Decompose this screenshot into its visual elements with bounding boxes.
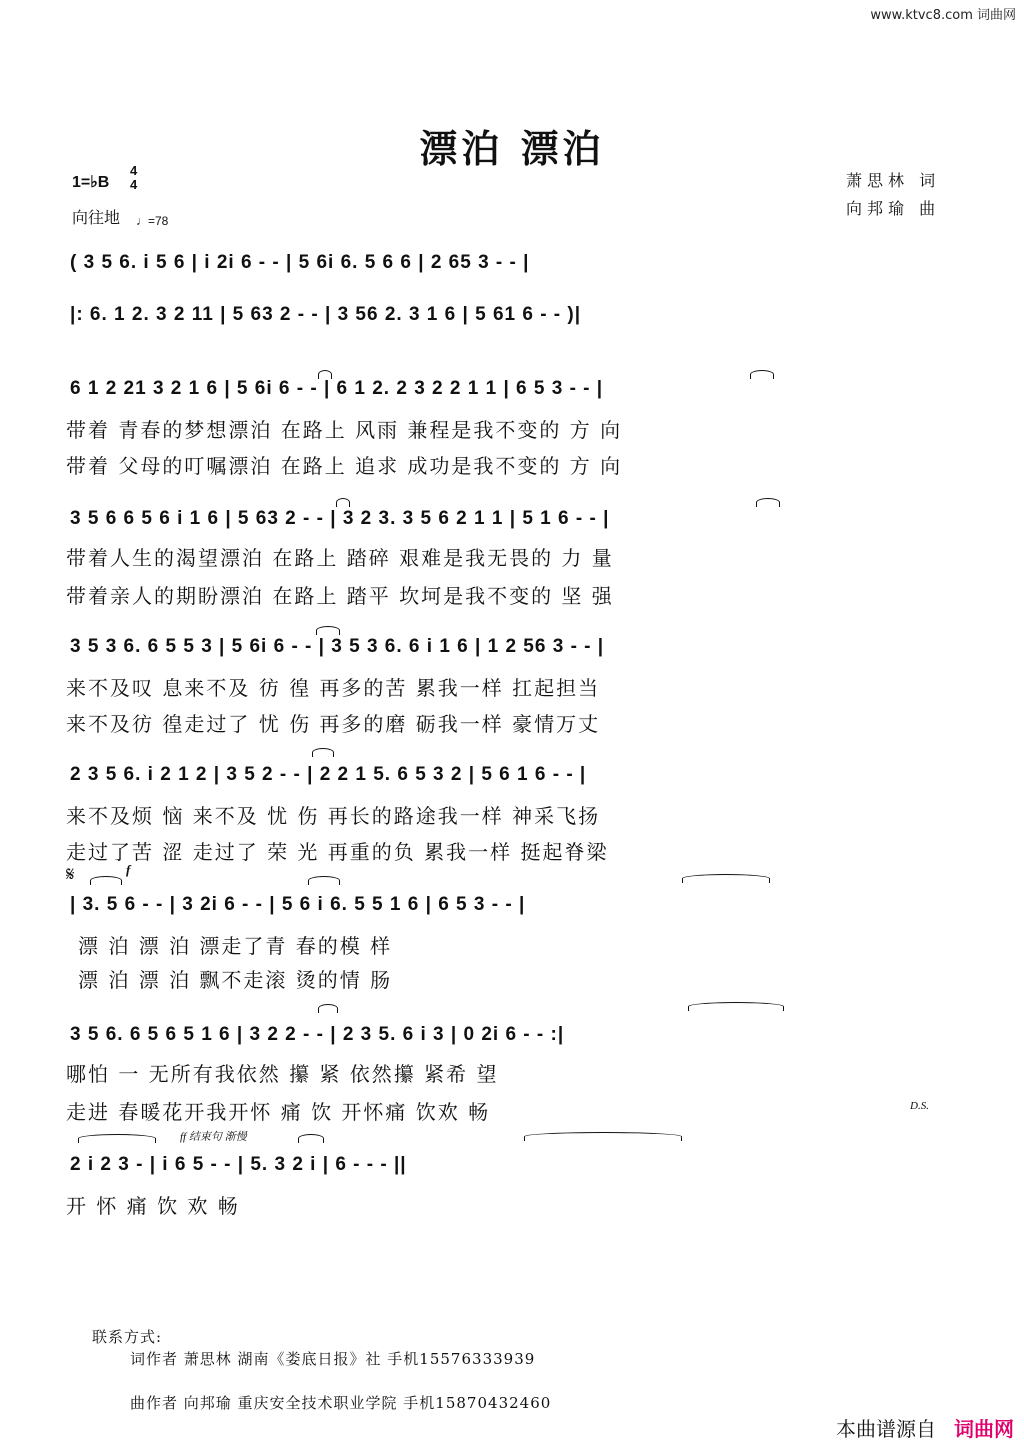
footer-brand-link[interactable]: 词曲网 [954, 1417, 1014, 1441]
key-signature: 1=♭B [72, 174, 110, 191]
dynamic-fortissimo: ff 结束句 渐慢 [180, 1131, 247, 1143]
slur-mark [316, 626, 340, 635]
footer-source-text: 本曲谱源自 [836, 1417, 936, 1441]
contact-heading: 联系方式: [92, 1328, 163, 1346]
notation-line-4: 3 5 6 6 5 6 i 1 6 | 5 63 2 - - | 3 2 3. 3 5 6 2 1 1 | 5 1 6 - - | [70, 508, 610, 529]
lyric-verse-2: 漂 泊 漂 泊 飘不走滚 烫的情 肠 [78, 968, 393, 992]
contact-composer: 曲作者 向邦瑜 重庆安全技术职业学院 手机15870432460 [130, 1394, 552, 1412]
notation-line-7: | 3. 5 6 - - | 3 2i 6 - - | 5 6 i 6. 5 5 1 6 | 6 5 3 - - | [70, 894, 526, 915]
dynamic-forte: f [126, 862, 131, 877]
notation-line-5: 3 5 3 6. 6 5 5 3 | 5 6i 6 - - | 3 5 3 6. 6 i 1 6 | 1 2 56 3 - - | [70, 636, 605, 657]
song-title: 漂泊 漂泊 [419, 126, 605, 171]
notation-line-2: |: 6. 1 2. 3 2 11 | 5 63 2 - - | 3 56 2. 3 1 6 | 5 61 6 - - )| [70, 304, 582, 325]
slur-mark [308, 876, 340, 885]
lyric-verse-2: 带着 父母的叮嘱漂泊 在路上 追求 成功是我不变的 方 向 [66, 454, 623, 478]
time-signature [130, 164, 137, 192]
dal-segno-mark: D.S. [910, 1100, 929, 1112]
slur-mark [318, 1004, 338, 1013]
slur-mark [524, 1132, 682, 1141]
notation-line-9: 2 i 2 3 - | i 6 5 - - | 5. 3 2 i | 6 - - - || [70, 1154, 407, 1175]
slur-mark [756, 498, 780, 507]
notation-line-8: 3 5 6. 6 5 6 5 1 6 | 3 2 2 - - | 2 3 5. 6 i 3 | 0 2i 6 - - :| [70, 1024, 565, 1045]
slur-mark [336, 498, 350, 507]
lyric-verse-1: 哪怕 一 无所有我依然 攥 紧 依然攥 紧希 望 [66, 1062, 499, 1086]
slur-mark [688, 1002, 784, 1011]
source-footer [836, 1413, 1014, 1442]
lyric-verse-2: 来不及彷 徨走过了 忧 伤 再多的磨 砺我一样 豪情万丈 [66, 712, 601, 736]
lyricist-credit: 萧思林 词 [846, 171, 941, 190]
site-url: www.ktvc8.com 词曲网 [870, 8, 1016, 23]
lyric-verse-1: 带着 青春的梦想漂泊 在路上 风雨 兼程是我不变的 方 向 [66, 418, 623, 442]
notation-line-6: 2 3 5 6. i 2 1 2 | 3 5 2 - - | 2 2 1 5. 6 5 3 2 | 5 6 1 6 - - | [70, 764, 587, 785]
lyric-verse-2: 走进 春暖花开我开怀 痛 饮 开怀痛 饮欢 畅 [66, 1100, 491, 1124]
segno-sign: 𝄋 [66, 862, 75, 886]
lyric-verse-1: 来不及烦 恼 来不及 忧 伤 再长的路途我一样 神采飞扬 [66, 804, 601, 828]
slur-mark [312, 748, 334, 757]
time-sig-top: 4 [130, 163, 138, 178]
contact-lyricist: 词作者 萧思林 湖南《娄底日报》社 手机15576333939 [130, 1350, 536, 1368]
tempo-mark: ♩=78 [136, 214, 169, 228]
notation-line-3: 6 1 2 21 3 2 1 6 | 5 6i 6 - - | 6 1 2. 2 3 2 2 1 1 | 6 5 3 - - | [70, 378, 604, 399]
lyric-verse-1: 漂 泊 漂 泊 漂走了青 春的模 样 [78, 934, 393, 958]
slur-mark [78, 1134, 156, 1143]
composer-credit: 向邦瑜 曲 [846, 199, 941, 218]
lyric-verse-1: 带着人生的渴望漂泊 在路上 踏碎 艰难是我无畏的 力 量 [66, 546, 614, 570]
slur-mark [90, 876, 122, 885]
slur-mark [682, 874, 770, 883]
lyric-verse-2: 走过了苦 涩 走过了 荣 光 再重的负 累我一样 挺起脊梁 [66, 840, 609, 864]
notation-line-1: ( 3 5 6. i 5 6 | i 2i 6 - - | 5 6i 6. 5 6 6 | 2 65 3 - - | [70, 252, 530, 273]
expression-mark: 向往地 [72, 208, 121, 227]
lyric-verse-2: 带着亲人的期盼漂泊 在路上 踏平 坎坷是我不变的 坚 强 [66, 584, 614, 608]
lyric-verse-1: 来不及叹 息来不及 彷 徨 再多的苦 累我一样 扛起担当 [66, 676, 601, 700]
lyric-coda: 开 怀 痛 饮 欢 畅 [66, 1194, 240, 1218]
time-sig-bottom: 4 [130, 177, 138, 192]
slur-mark [298, 1134, 324, 1143]
